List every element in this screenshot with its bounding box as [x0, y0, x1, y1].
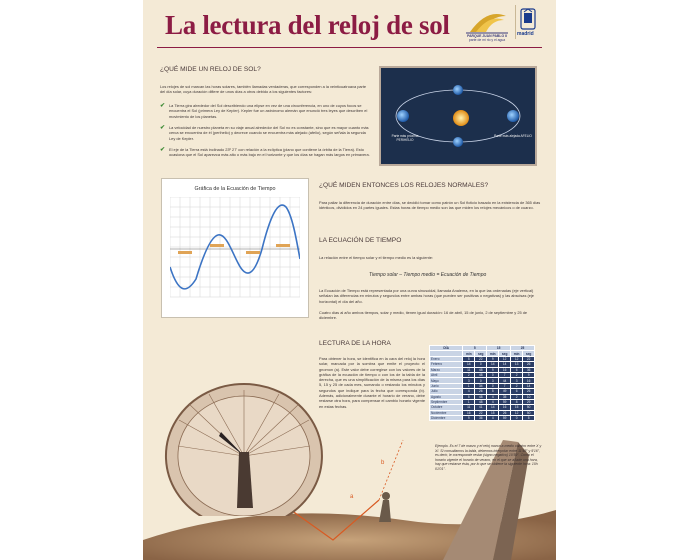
table-month: Noviembre — [430, 410, 463, 415]
table-cell: 41 — [475, 405, 487, 410]
section3-text2: Cuatro días al año ambos tiempos, solar y medio, tienen igual duración: 16 de abril, 15 de junio, 2 de septiembre y 25 de diciembre. — [319, 310, 528, 321]
table-cell: 15 — [487, 410, 499, 415]
table-cell: 2 — [463, 372, 475, 377]
bullet-item — [160, 103, 372, 119]
bullet-item — [160, 147, 372, 158]
table-cell: 26 — [475, 389, 487, 394]
table-cell: 11 — [463, 405, 475, 410]
table-cell: 48 — [475, 372, 487, 377]
table-cell: 8 — [511, 399, 523, 404]
table-subhead: seg — [499, 351, 511, 356]
table-cell: 22 — [475, 410, 487, 415]
table-cell: 5 — [523, 416, 535, 421]
table-cell: 59 — [499, 416, 511, 421]
section1-heading: ¿QUÉ MIDE UN RELOJ DE SOL? — [160, 66, 261, 73]
table-cell: 22 — [523, 356, 535, 361]
table-month: Agosto — [430, 394, 463, 399]
section1-intro: Los relojes de sol marcan las horas solares, también llamadas verdaderas, que corresponden a la veinticuatroava parte del día solar, cuya duración difiere de unos días a otros debido a los siguientes factores: — [160, 84, 367, 95]
label-a: a — [350, 494, 354, 500]
check-icon: ✔ — [160, 103, 166, 109]
table-cell: 16 — [523, 378, 535, 383]
table-cell: 9 — [463, 416, 475, 421]
table-subhead: min — [463, 351, 475, 356]
table-month: Febrero — [430, 362, 463, 367]
table-cell: 48 — [475, 394, 487, 399]
check-icon: ✔ — [160, 147, 166, 153]
table-month: Abril — [430, 372, 463, 377]
table-cell: 12 — [511, 356, 523, 361]
table-cell: 1 — [463, 399, 475, 404]
table-subhead: min — [511, 351, 523, 356]
section2-heading: ¿QUÉ MIDEN ENTONCES LOS RELOJES NORMALES? — [319, 182, 489, 189]
table-cell: 1 — [463, 383, 475, 388]
table-day: 25 — [511, 346, 535, 351]
table-cell: 5 — [463, 394, 475, 399]
table-cell: 50 — [523, 405, 535, 410]
table-cell: 14 — [487, 362, 499, 367]
table-day: 15 — [487, 346, 511, 351]
table-cell: 9 — [523, 372, 535, 377]
bullet-item — [160, 125, 372, 141]
table-cell: 5 — [463, 356, 475, 361]
table-cell: 9 — [487, 367, 499, 372]
table-cell: 22 — [475, 356, 487, 361]
bullet-text: El eje de la Tierra está inclinado 23º 27' con relación a la eclíptica (plano que contiene la órbita de la Tierra). Esto ocasiona que el Sol aparezca más alto o más bajo en el horizonte y que los días se hagan más largos en primavera. — [169, 147, 370, 158]
madrid-logo-text: madrid — [517, 31, 534, 37]
table-cell: 12 — [511, 410, 523, 415]
table-cell: 4 — [463, 389, 475, 394]
perihelion-label: Parte más próxima PERIHELIO — [391, 134, 419, 142]
section3-heading: LA ECUACIÓN DE TIEMPO — [319, 237, 402, 244]
label-b: b — [381, 460, 385, 466]
table-cell: 26 — [523, 389, 535, 394]
orbit-diagram — [379, 66, 537, 166]
section3-intro: La relación entre el tiempo solar y el tiempo medio es la siguiente: — [319, 255, 433, 260]
table-cell: 48 — [475, 367, 487, 372]
table-cell: 14 — [499, 362, 511, 367]
table-cell: 29 — [523, 399, 535, 404]
table-cell: 3 — [511, 378, 523, 383]
table-subhead: min — [487, 351, 499, 356]
equation-formula: Tiempo solar – Tiempo medio = Ecuación de Tiempo — [369, 272, 487, 278]
table-cell: 15 — [511, 405, 523, 410]
table-month: Junio — [430, 383, 463, 388]
table-cell: 7 — [499, 372, 511, 377]
table-cell: 49 — [499, 389, 511, 394]
table-cell: 0 — [475, 362, 487, 367]
section4-heading: LECTURA DE LA HORA — [319, 340, 391, 347]
section4-text: Para obtener la hora, se identifica en la cara del reloj la hora solar, marcada por la sombra que emite el proyecto el gnomon (a). Este valor debe corregirse con los valores de la gráfica de la ecuación de tiempo o con los de la tabla de la derecha, que es una simplificación de la misma para los días 5, 15 y 25 de cada mes, sumando o restando los minutos y segundos que indique para la fecha que corresponda (b). Además, adicionalmente durante el horario de verano, debe restarse otra hora, para compensar el cambio horario vigente en estas fechas. — [319, 356, 425, 409]
table-cell: 5 — [487, 389, 499, 394]
table-month: Enero — [430, 356, 463, 361]
table-day: 5 — [463, 346, 487, 351]
table-cell: 48 — [475, 399, 487, 404]
table-cell: 4 — [487, 399, 499, 404]
check-icon: ✔ — [160, 125, 166, 131]
sundial-logo-icon — [462, 6, 512, 36]
table-cell: 14 — [463, 362, 475, 367]
table-cell: 6 — [511, 367, 523, 372]
table-cell: 14 — [487, 405, 499, 410]
madrid-logo — [515, 5, 537, 39]
table-corner: DÍA — [430, 346, 463, 351]
table-cell: 4 — [487, 394, 499, 399]
table-cell: 7 — [499, 383, 511, 388]
table-cell: 11 — [463, 367, 475, 372]
graph-title: Gráfica de la Ecuación de Tiempo — [194, 186, 276, 192]
table-cell: 59 — [499, 399, 511, 404]
table-month: Marzo — [430, 367, 463, 372]
table-cell: 16 — [499, 405, 511, 410]
table-subhead: seg — [475, 351, 487, 356]
table-cell: 16 — [499, 367, 511, 372]
park-logo-title: PARQUE JUAN PABLO II — [467, 34, 507, 38]
title-rule — [157, 47, 542, 48]
table-month: Julio — [430, 389, 463, 394]
section3-text1: La Ecuación de Tiempo está representada por una curva sinusoidal, llamada Analema, en la que las ordenadas (eje vertical) señalan las diferencias en minutos y segundos entre ambas horas (que pueden ser positivas o negativas) y las abscisas (eje horizontal) el día del año. — [319, 288, 534, 304]
table-cell: 16 — [463, 410, 475, 415]
earth-orbit-icon — [381, 68, 535, 164]
table-month: Mayo — [430, 378, 463, 383]
table-cell: 0 — [487, 383, 499, 388]
poster — [143, 0, 556, 560]
table-cell: 0 — [487, 372, 499, 377]
graph-plot — [170, 197, 300, 311]
park-logo — [462, 6, 512, 44]
table-cell: 2 — [511, 372, 523, 377]
table-month: Diciembre — [430, 416, 463, 421]
table-cell: 3 — [463, 378, 475, 383]
table-cell: 4 — [487, 416, 499, 421]
section2-text: Para paliar la diferencia de duración entre días, se decidió tomar como patrón un Sol ficticio basado en la existencia de 365 días idénticos, divididos en 24 partes iguales. Estas horas de tiempo medio son las que miden los relojes mecánicos o de cuarzo. — [319, 200, 541, 211]
table-cell: 35 — [499, 394, 511, 399]
page-title: La lectura del reloj de sol — [165, 10, 450, 40]
sundial-face — [159, 376, 329, 516]
bullet-text: La velocidad de nuestro planeta en su viaje anual alrededor del Sol no es constante, sino que es mayor cuanto más cerca se encuentra de él (perihelio) y decrece cuando se encuentra más alejado (afelio), según señala la segunda Ley de Kepler. — [169, 125, 369, 141]
aphelion-label: Parte más alejada AFELIO — [494, 134, 532, 138]
table-cell: 9 — [487, 356, 499, 361]
equation-of-time-graph — [161, 178, 309, 318]
example-note: Ejemplo. Es el 7 de marzo y el reloj marca a medio camino entre X y XI. Si consultamos la tabla, debemos interpolar entre 11'48" y 9'16", es decir, le corresponde restar (signo negativo) 10'59". Como el horario vigente el horario de verano, en el que se añade una hora, hay que restarse ésta, por lo que se obtiene la siguiente hora: 10h 01'01". — [435, 444, 542, 471]
table-cell: 3 — [487, 378, 499, 383]
table-cell: 50 — [523, 410, 535, 415]
table-cell: 34 — [475, 383, 487, 388]
table-cell: 0 — [475, 378, 487, 383]
table-cell: 14 — [523, 383, 535, 388]
table-cell: 2 — [511, 394, 523, 399]
table-cell: 26 — [523, 362, 535, 367]
table-month: Octubre — [430, 405, 463, 410]
bullet-text: La Tierra gira alrededor del Sol describiendo una elipse en vez de una circunferencia, en uno de cuyos focos se encuentra el Sol (primera Ley de Kepler). Kepler fue un astrónomo alemán que enunció tres leyes que describen el movimiento de los planetas. — [169, 103, 368, 119]
table-cell: 12 — [499, 356, 511, 361]
table-cell: 26 — [499, 410, 511, 415]
park-logo-sub: parte de mi rio y el agua — [468, 38, 506, 42]
table-cell: 6 — [511, 389, 523, 394]
table-month: Septiembre — [430, 399, 463, 404]
table-cell: 36 — [475, 416, 487, 421]
table-cell: 44 — [499, 378, 511, 383]
table-cell: 10 — [523, 394, 535, 399]
table-cell: 36 — [523, 367, 535, 372]
table-cell: 13 — [511, 362, 523, 367]
table-subhead: seg — [523, 351, 535, 356]
table-cell: 0 — [511, 416, 523, 421]
madrid-crest-icon — [518, 7, 538, 31]
table-cell: 2 — [511, 383, 523, 388]
